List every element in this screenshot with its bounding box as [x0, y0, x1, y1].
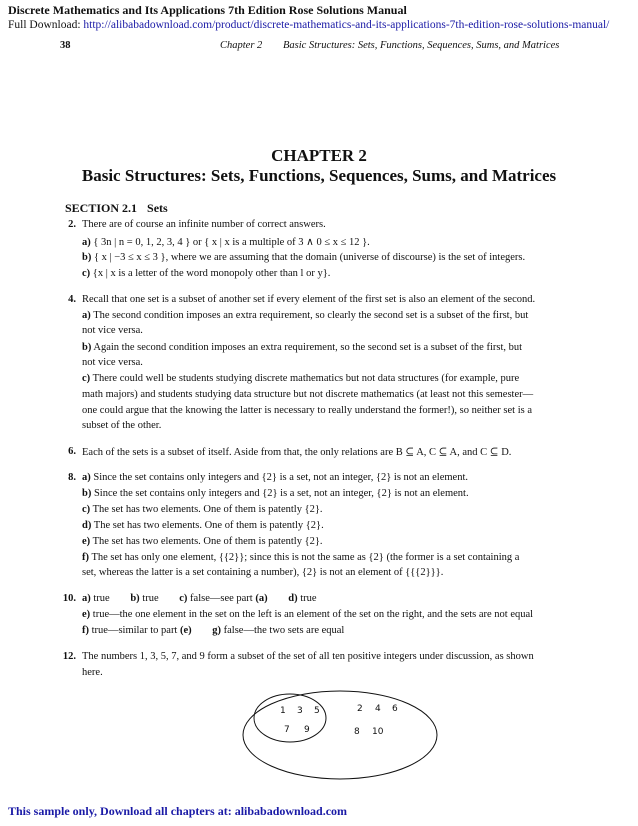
answer-text: true—similar to part [91, 625, 178, 636]
part-label: a) [82, 237, 91, 248]
part-label: a) [82, 593, 91, 604]
answer-text: false—see part [190, 593, 253, 604]
venn-inner-number: 3 [297, 706, 303, 716]
answer-text: { 3n | n = 0, 1, 2, 3, 4 } or { x | x is a multiple of 3 ∧ 0 ≤ x ≤ 12 }. [93, 237, 370, 248]
venn-inner-number: 7 [284, 725, 290, 735]
running-section: Basic Structures: Sets, Functions, Sequences, Sums, and Matrices [283, 40, 560, 51]
venn-diagram [240, 688, 440, 782]
answer-line [82, 488, 469, 499]
page-number: 38 [60, 40, 71, 51]
part-label: g) [212, 625, 222, 636]
answer-line [82, 593, 317, 604]
answer-line [82, 373, 519, 384]
answer-text: The set has two elements. One of them is patently {2}. [93, 520, 324, 531]
part-label: c) [179, 593, 188, 604]
header-title: Discrete Mathematics and Its Applications 7th Edition Rose Solutions Manual [8, 3, 407, 17]
section-heading [65, 201, 168, 216]
problem-text: The numbers 1, 3, 5, 7, and 9 form a subset of the set of all ten positive integers under discussion, as shown [82, 651, 534, 662]
answer-text: one could argue that the knowing the latter is necessary to really understand the former!), so neither set is a [82, 405, 532, 416]
part-label: a) [82, 472, 91, 483]
answer-text: There could well be students studying discrete mathematics but not data structures (for example, pure [92, 373, 520, 384]
answer-text: true [93, 593, 110, 604]
part-label: b) [82, 252, 92, 263]
problem-number: 2. [68, 219, 76, 230]
problem-text: There are of course an infinite number of correct answers. [82, 219, 326, 230]
answer-text: Again the second condition imposes an extra requirement, so the second set is a subset of the first, but [93, 342, 523, 353]
download-link[interactable]: http://alibabadownload.com/product/discrete-mathematics-and-its-applications-7th-edition-rose-solutions-manual/ [83, 19, 610, 31]
part-label: e) [82, 536, 91, 547]
answer-text: not vice versa. [82, 357, 143, 368]
answer-text: false—the two sets are equal [223, 625, 345, 636]
part-reference: (e) [179, 625, 192, 636]
answer-text: true—the one element in the set on the left is an element of the set on the right, and the sets are not equal [92, 609, 534, 620]
answer-line [82, 236, 370, 248]
venn-outer-number: 8 [354, 727, 360, 737]
venn-inner-number: 9 [304, 725, 310, 735]
answer-text: true [300, 593, 317, 604]
download-label: Full Download: [8, 19, 84, 31]
chapter-label: CHAPTER 2 [271, 146, 367, 165]
answer-text: {x | x is a letter of the word monopoly other than l or y}. [92, 268, 331, 279]
part-label: a) [82, 310, 91, 321]
answer-text: The set has two elements. One of them is patently {2}. [92, 504, 323, 515]
part-label: b) [82, 342, 92, 353]
problem-text: Recall that one set is a subset of another set if every element of the first set is also an element of the second. [82, 294, 536, 305]
part-label: d) [82, 520, 92, 531]
problem-text: Each of the sets is a subset of itself. Aside from that, the only relations are B ⊆ A, C ⊆ A, and C ⊆ D. [82, 447, 512, 458]
answer-text: Since the set contains only integers and {2} is a set, not an integer, {2} is not an element. [93, 488, 469, 499]
answer-text: not vice versa. [82, 325, 143, 336]
problem-number: 10. [62, 593, 76, 604]
problem-number: 12. [62, 651, 76, 662]
answer-line [82, 252, 525, 263]
answer-line [82, 609, 533, 620]
part-label: f) [82, 625, 89, 636]
part-label: c) [82, 268, 91, 279]
answer-line [82, 342, 522, 353]
universal-set-ellipse [243, 691, 437, 779]
part-label: f) [82, 552, 89, 563]
part-label: c) [82, 373, 91, 384]
answer-text: set, whereas the latter is a set containing a number), {2} is not an element of {{{2}}}. [82, 567, 444, 578]
part-label: b) [82, 488, 92, 499]
answer-line [82, 268, 330, 279]
subset-ellipse [254, 694, 326, 742]
section-number: SECTION 2.1 [65, 201, 138, 215]
part-reference: (a) [255, 593, 268, 604]
answer-line [82, 310, 528, 321]
answer-line [82, 504, 323, 515]
answer-line [82, 625, 344, 636]
venn-inner-number: 5 [314, 706, 320, 716]
venn-outer-number: 10 [372, 727, 384, 737]
part-label: d) [288, 593, 298, 604]
answer-line [82, 536, 323, 547]
part-label: e) [82, 609, 91, 620]
answer-text: The second condition imposes an extra requirement, so clearly the second set is a subset of the first, but [93, 310, 529, 321]
venn-outer-number: 2 [357, 704, 363, 714]
answer-text: true [142, 593, 159, 604]
running-chapter: Chapter 2 [220, 40, 263, 51]
venn-inner-number: 1 [280, 706, 286, 716]
venn-outer-number: 4 [375, 704, 381, 714]
problem-number: 4. [68, 294, 76, 305]
problem-text: here. [82, 667, 103, 678]
part-label: c) [82, 504, 91, 515]
answer-text: The set has two elements. One of them is patently {2}. [92, 536, 323, 547]
problem-number: 8. [68, 472, 76, 483]
answer-line [82, 472, 468, 483]
answer-text: { x | −3 ≤ x ≤ 3 }, where we are assuming that the domain (universe of discourse) is the set of integers. [93, 252, 526, 263]
answer-text: math majors) and students studying data structure but not discrete mathematics (at least not this semester— [82, 389, 534, 400]
problem-number: 6. [68, 446, 76, 457]
answer-text: The set has only one element, {{2}}; since this is not the same as {2} (the former is a set containing a [91, 552, 520, 563]
footer-download-link[interactable]: This sample only, Download all chapters at: alibabadownload.com [8, 804, 348, 818]
answer-line [82, 520, 324, 531]
chapter-title: Basic Structures: Sets, Functions, Sequences, Sums, and Matrices [81, 166, 557, 185]
download-line [8, 19, 609, 31]
answer-text: subset of the other. [82, 420, 162, 431]
answer-text: Since the set contains only integers and {2} is a set, not an integer, {2} is not an element. [93, 472, 468, 483]
answer-line [82, 552, 519, 563]
part-label: b) [130, 593, 140, 604]
section-title: Sets [147, 201, 168, 215]
venn-outer-number: 6 [392, 704, 398, 714]
